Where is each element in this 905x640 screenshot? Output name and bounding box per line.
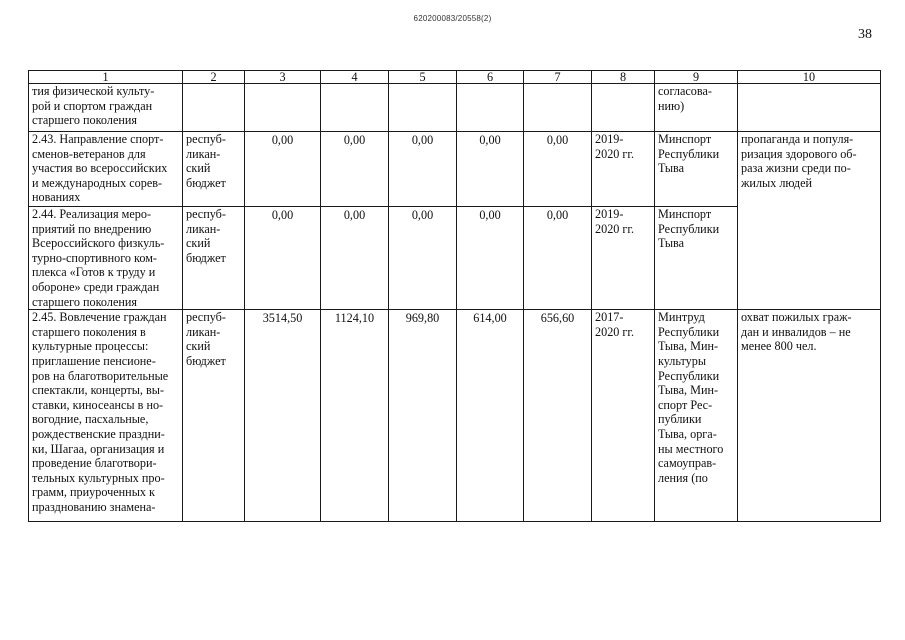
year-value-cell: [524, 132, 592, 207]
total-value: 0,00: [271, 208, 294, 222]
year-value: 0,00: [343, 133, 366, 147]
year-value-cell: [457, 207, 524, 310]
year-value-cell: [321, 207, 389, 310]
table-row: [29, 132, 881, 207]
measure-name-cell: [29, 84, 183, 132]
column-header: 7: [524, 71, 592, 84]
executor-cell: [655, 207, 738, 310]
total-value: 3514,50: [262, 311, 303, 326]
year-value: 0,00: [546, 133, 569, 147]
measure-name-cell: [29, 207, 183, 310]
year-value: 969,80: [405, 311, 440, 326]
funding-source-cell: [183, 207, 245, 310]
executor-cell: [655, 132, 738, 207]
executor: Минтруд Республики Тыва, Мин- культуры Республики Тыва, Мин- спорт Рес- публики Тыва, орга- ны местного самоуправ- ления (по: [658, 310, 724, 485]
year-value-cell: [389, 310, 457, 522]
column-header: 2: [183, 71, 245, 84]
column-header: 9: [655, 71, 738, 84]
measure-name-cell: [29, 132, 183, 207]
year-value: 0,00: [343, 208, 366, 222]
executor-cell: [655, 84, 738, 132]
column-number-row: [29, 71, 881, 84]
year-value-cell: [389, 207, 457, 310]
year-value-cell: [321, 310, 389, 522]
total-value: 0,00: [271, 133, 294, 147]
measure-name: 2.43. Направление спорт- сменов-ветеранов для участия во всероссийских и международных сорев- нованиях: [32, 132, 168, 205]
column-header: 10: [738, 71, 881, 84]
executor-cell: [655, 310, 738, 522]
executor: Минспорт Республики Тыва: [658, 132, 720, 176]
column-header: 6: [457, 71, 524, 84]
year-value: 0,00: [546, 208, 569, 222]
total-cell: [245, 310, 321, 522]
year-value-cell: [457, 132, 524, 207]
period: 2017- 2020 гг.: [595, 310, 635, 339]
measure-name-cell: [29, 310, 183, 522]
executor: согласова- нию): [658, 84, 712, 113]
year-value: 0,00: [411, 133, 434, 147]
period-cell: [592, 207, 655, 310]
year-value-cell: [524, 84, 592, 132]
expected-result: охват пожилых граж- дан и инвалидов – не менее 800 чел.: [741, 310, 852, 354]
period-cell: [592, 310, 655, 522]
period: 2019- 2020 гг.: [595, 207, 635, 236]
year-value: 614,00: [473, 311, 507, 326]
total-cell: [245, 132, 321, 207]
result-cell: [738, 207, 881, 310]
funding-source: респуб- ликан- ский бюджет: [186, 132, 226, 190]
measure-name: 2.45. Вовлечение граждан старшего поколения в культурные процессы: приглашение пенсионе- ров на благотворительные спектакли, концерты, вы- ставки, киносеансы в но- вогодние, пасхальные, рождественские праздни- ки, Шагаа, организация и проведение благотвори- тельных культурных про- грамм, приуроченных к празднованию знамена-: [32, 310, 169, 514]
funding-source: респуб- ликан- ский бюджет: [186, 310, 226, 368]
result-cell: [738, 84, 881, 132]
expected-result: пропаганда и популя- ризация здорового об- раза жизни среди по- жилых людей: [741, 132, 857, 190]
period-cell: [592, 132, 655, 207]
table-row: [29, 84, 881, 132]
measure-name: 2.44. Реализация меро- приятий по внедрению Всероссийского физкуль- турно-спортивного ком- плекса «Готов к труду и обороне» среди граждан старшего поколения: [32, 207, 165, 309]
period-cell: [592, 84, 655, 132]
executor: Минспорт Республики Тыва: [658, 207, 720, 251]
year-value-cell: [524, 207, 592, 310]
year-value-cell: [524, 310, 592, 522]
result-cell: [738, 310, 881, 522]
year-value: 656,60: [540, 311, 575, 326]
program-table: [28, 70, 881, 522]
column-header: 4: [321, 71, 389, 84]
funding-source-cell: [183, 84, 245, 132]
column-header: 5: [389, 71, 457, 84]
funding-source: респуб- ликан- ский бюджет: [186, 207, 226, 265]
year-value: 0,00: [411, 208, 434, 222]
result-cell: [738, 132, 881, 207]
measure-name: тия физической культу- рой и спортом граждан старшего поколения: [32, 84, 155, 128]
funding-source-cell: [183, 132, 245, 207]
period: 2019- 2020 гг.: [595, 132, 635, 161]
year-value: 1124,10: [334, 311, 375, 326]
year-value-cell: [457, 310, 524, 522]
total-cell: [245, 84, 321, 132]
table-row: [29, 207, 881, 310]
total-cell: [245, 207, 321, 310]
year-value: 0,00: [479, 208, 501, 222]
year-value-cell: [321, 84, 389, 132]
column-header: 8: [592, 71, 655, 84]
funding-source-cell: [183, 310, 245, 522]
page-number: 38: [858, 27, 872, 42]
year-value-cell: [389, 84, 457, 132]
document-id: 620200083/20558(2): [413, 14, 492, 23]
year-value-cell: [321, 132, 389, 207]
year-value-cell: [457, 84, 524, 132]
column-header: 3: [245, 71, 321, 84]
year-value: 0,00: [479, 133, 501, 147]
year-value-cell: [389, 132, 457, 207]
table-row: [29, 310, 881, 522]
column-header: 1: [29, 71, 183, 84]
